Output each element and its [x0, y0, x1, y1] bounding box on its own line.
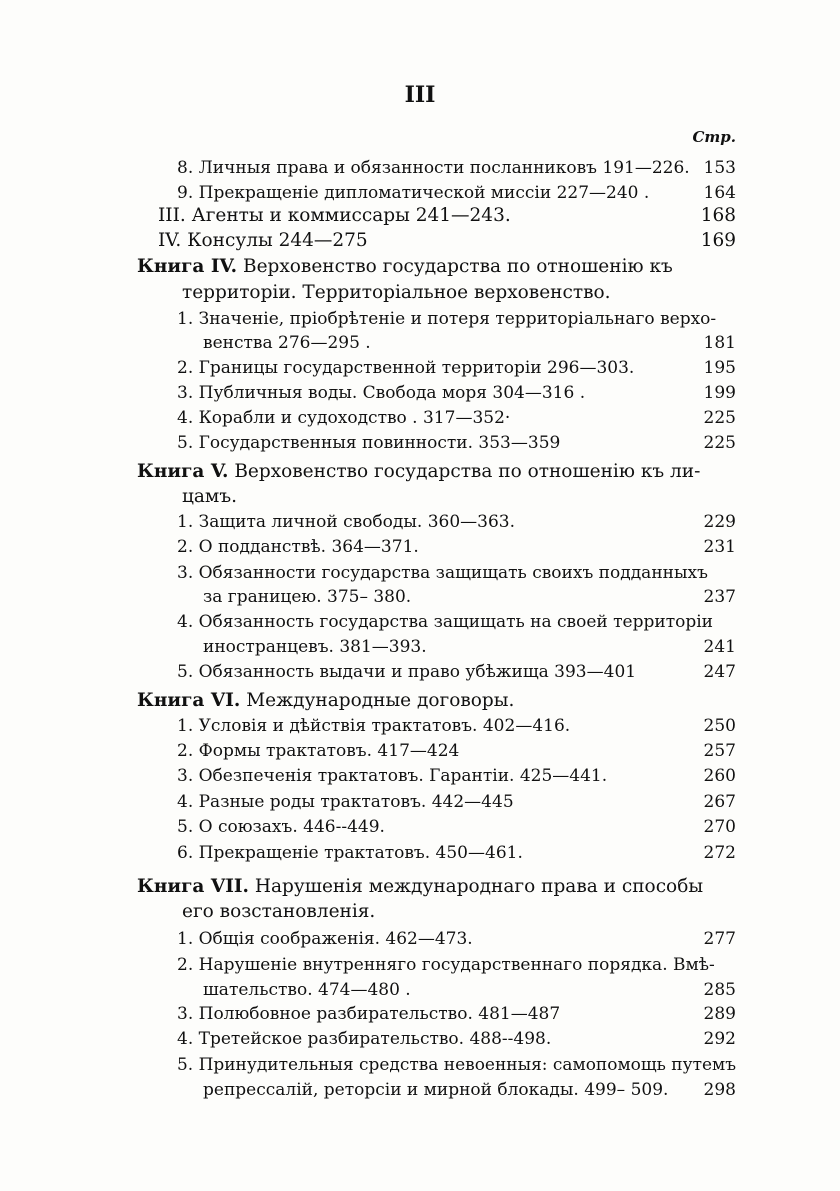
- book-title: Верховенство государства по отношенію къ ли-: [234, 461, 701, 482]
- toc-entry: за границею. 375– 380.: [203, 587, 412, 607]
- toc-row: [0, 840, 840, 866]
- toc-row: [0, 584, 840, 610]
- toc-page: 250: [703, 716, 736, 736]
- toc-row: [0, 1077, 840, 1103]
- toc-entry: 3. Полюбовное разбирательство. 481—487: [177, 1004, 561, 1024]
- toc-entry: 6. Прекращеніе трактатовъ. 450—461.: [177, 843, 523, 863]
- book-heading: [137, 688, 514, 714]
- toc-page: 181: [703, 333, 736, 353]
- toc-row: [0, 634, 840, 660]
- book-label: Книга VI.: [137, 690, 241, 711]
- toc-page: 225: [703, 408, 736, 428]
- toc-entry: 5. О союзахъ. 446--449.: [177, 817, 385, 837]
- toc-entry: репрессалій, реторсіи и мирной блокады. 499– 509.: [203, 1080, 669, 1100]
- toc-row: [0, 952, 840, 978]
- toc-entry: 8. Личныя права и обязанности посланниковъ 191—226.: [177, 158, 690, 178]
- toc-row: [0, 738, 840, 764]
- toc-row: [0, 789, 840, 815]
- toc-entry: цамъ.: [182, 486, 237, 507]
- toc-page: 270: [703, 817, 736, 837]
- toc-entry: 1. Общія соображенія. 462—473.: [177, 929, 473, 949]
- toc-entry: территоріи. Территоріальное верховенство.: [182, 282, 611, 303]
- toc-entry: 4. Третейское разбирательство. 488--498.: [177, 1029, 552, 1049]
- toc-row: [0, 534, 840, 560]
- toc-row: [0, 1001, 840, 1027]
- toc-entry: 5. Государственныя повинности. 353—359: [177, 433, 561, 453]
- toc-row: [0, 380, 840, 406]
- toc-row: [0, 228, 840, 254]
- toc-page: 153: [703, 158, 736, 178]
- toc-row: [0, 306, 840, 332]
- toc-entry: 9. Прекращеніе дипломатической миссіи 227—240 .: [177, 183, 650, 203]
- book-label: Книга V.: [137, 461, 229, 482]
- toc-row: [0, 155, 840, 181]
- toc-page: 229: [703, 512, 736, 532]
- toc-row: [0, 977, 840, 1003]
- toc-row: [0, 899, 840, 925]
- toc-page: 272: [703, 843, 736, 863]
- toc-row: [0, 926, 840, 952]
- toc-page: 225: [703, 433, 736, 453]
- column-header: Стр.: [692, 128, 736, 146]
- toc-page: 241: [703, 637, 736, 657]
- toc-page: 231: [703, 537, 736, 557]
- book-label: Книга IV.: [137, 256, 238, 277]
- toc-row: [0, 688, 840, 714]
- toc-entry: 3. Обезпеченія трактатовъ. Гарантіи. 425—441.: [177, 766, 608, 786]
- toc-entry: 4. Обязанность государства защищать на своей территоріи: [177, 612, 713, 632]
- toc-entry: 3. Публичныя воды. Свобода моря 304—316 .: [177, 383, 586, 403]
- toc-row: [0, 609, 840, 635]
- toc-row: [0, 509, 840, 535]
- toc-page: 285: [703, 980, 736, 1000]
- toc-page: 277: [703, 929, 736, 949]
- toc-entry: IV. Консулы 244—275: [158, 230, 368, 251]
- toc-page: 292: [703, 1029, 736, 1049]
- book-label: Книга VII.: [137, 876, 249, 897]
- toc-page: 260: [703, 766, 736, 786]
- toc-page: 267: [703, 792, 736, 812]
- toc-row: [0, 560, 840, 586]
- toc-entry: венства 276—295 .: [203, 333, 371, 353]
- toc-row: [0, 430, 840, 456]
- book-title: Нарушенія международнаго права и способы: [254, 876, 704, 897]
- toc-page: 237: [703, 587, 736, 607]
- toc-row: [0, 1052, 840, 1078]
- toc-entry: 2. О подданствѣ. 364—371.: [177, 537, 419, 557]
- toc-row: [0, 874, 840, 900]
- toc-row: [0, 405, 840, 431]
- toc-row: [0, 763, 840, 789]
- toc-page: 257: [703, 741, 736, 761]
- toc-row: [0, 713, 840, 739]
- toc-page: 199: [703, 383, 736, 403]
- book-heading: [137, 254, 673, 280]
- toc-page: 195: [703, 358, 736, 378]
- page-number: III: [404, 82, 436, 108]
- toc-row: [0, 254, 840, 280]
- toc-entry: 2. Формы трактатовъ. 417—424: [177, 741, 460, 761]
- toc-entry: 1. Защита личной свободы. 360—363.: [177, 512, 515, 532]
- book-heading: [137, 874, 703, 900]
- toc-entry: 4. Разные роды трактатовъ. 442—445: [177, 792, 514, 812]
- toc-row: [0, 814, 840, 840]
- toc-entry: 2. Нарушеніе внутренняго государственнаго порядка. Вмѣ-: [177, 955, 715, 975]
- toc-entry: 4. Корабли и судоходство . 317—352·: [177, 408, 511, 428]
- toc-row: [0, 459, 840, 485]
- toc-entry: шательство. 474—480 .: [203, 980, 411, 1000]
- book-heading: [137, 459, 700, 485]
- toc-row: [0, 355, 840, 381]
- toc-page: 169: [700, 230, 736, 251]
- toc-entry: 3. Обязанности государства защищать своихъ подданныхъ: [177, 563, 708, 583]
- toc-entry: 1. Условія и дѣйствія трактатовъ. 402—416.: [177, 716, 571, 736]
- toc-page: 168: [700, 205, 736, 226]
- toc-entry: его возстановленія.: [182, 901, 376, 922]
- toc-page: 164: [703, 183, 736, 203]
- toc-row: [0, 280, 840, 306]
- toc-row: [0, 484, 840, 510]
- toc-entry: 1. Значеніе, пріобрѣтеніе и потеря территоріальнаго верхо-: [177, 309, 717, 329]
- toc-entry: III. Агенты и коммиссары 241—243.: [158, 205, 511, 226]
- book-title: Верховенство государства по отношенію къ: [242, 256, 673, 277]
- toc-page: 298: [703, 1080, 736, 1100]
- toc-row: [0, 659, 840, 685]
- toc-row: [0, 203, 840, 229]
- book-title: Международные договоры.: [246, 690, 515, 711]
- toc-entry: 5. Принудительныя средства невоенныя: самопомощь путемъ: [177, 1055, 737, 1075]
- toc-page: 247: [703, 662, 736, 682]
- toc-row: [0, 330, 840, 356]
- toc-page: 289: [703, 1004, 736, 1024]
- toc-entry: 2. Границы государственной территоріи 296—303.: [177, 358, 635, 378]
- toc-entry: 5. Обязанность выдачи и право убѣжища 393—401: [177, 662, 637, 682]
- toc-entry: иностранцевъ. 381—393.: [203, 637, 427, 657]
- toc-row: [0, 1026, 840, 1052]
